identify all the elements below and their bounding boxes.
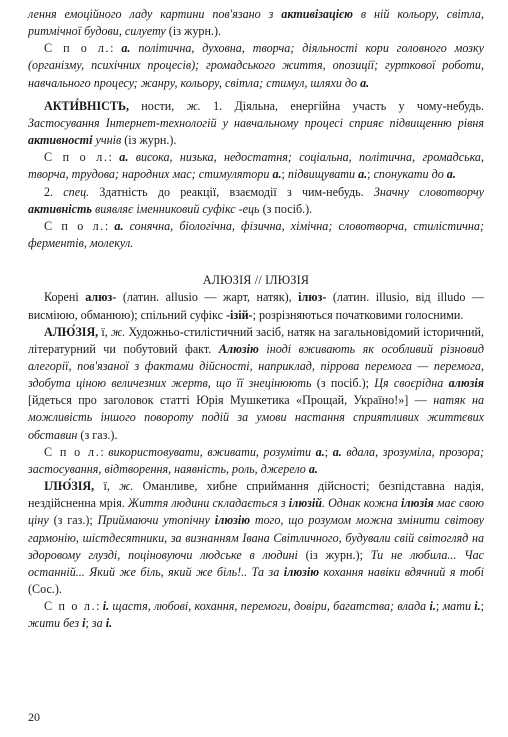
- entry-continuation-text: лення емоційного ладу картини пов'язано з активізацією в ній кольору, світла, ритмічної будови, силуету (із журн.).: [28, 7, 484, 39]
- dictionary-page: [28, 6, 484, 632]
- collocations-iliuziia: С п о л.: і. щастя, любові, кохання, перемоги, довіри, багатства; влада і.; мати і.; жити без і; за і.: [28, 599, 485, 631]
- collocations-aktyvnist-2: С п о л.: а. сонячна, біологічна, фізична, хімічна; словотворча, стилістична; ферментів, молекул.: [28, 218, 485, 251]
- entry-iliuziia: ІЛЮ́ЗІЯ, ї, ж. Оманливе, хибне сприймання дійсності; безпідставна надія, нездійсненна мрія. Життя людини складається з ілюзій. Однак кожна ілюзія має свою ціну (з газ.); Приймаючи утопічну ілюзію того, що розумом можна змінити світову гармонію, шістдесятники, за визнанням Івана Світличного, будували свій світогляд на здоровому глузді, поціновуючи людське в людині (із журн.); Ти не любила... Час останній... Який же біль, який же біль!.. Та за ілюзію кохання навіки вдячний я тобі (Сос.).: [28, 479, 485, 596]
- collocations-aktyvizatsiia: С п о л.: а. політична, духовна, творча; діяльності кори головного мозку (організму, психічних процесів); громадського життя, опозиції; гурткової роботи, навчального процесу; жанру, кольору, світла; стимул, шляхи до а.: [28, 41, 484, 90]
- etymology-note: Корені алюз- (латин. allusio — жарт, натяк), ілюз- (латин. illusio, від illudo — висміюю, обманюю); спільний суфікс -ізій-; розрізняються початковими голосними.: [28, 290, 484, 322]
- entry-aliuziia: АЛЮ́ЗІЯ, ї, ж. Художньо-стилістичний засіб, натяк на загальновідомий історичний, літературний чи побутовий факт. Алюзію іноді вживають як особливий різновид алегорії, пов'язаної з фактами дійсності, наприклад, піррова перемога — перемога, здобута ціною величезних жертв, що її знецінюють (з посіб.); Ця своєрідна алюзія [йдеться про заголовок статті Юрія Мушкетика «Прощай, Україно!»] — натяк на можливість іншого повороту подій за умови настання сприятливих життєвих обставин (з газ.).: [28, 324, 485, 442]
- section-heading-aliuziia-iliuziia: АЛЮЗІЯ // ІЛЮЗІЯ: [202, 273, 310, 288]
- collocations-aktyvnist-1: С п о л.: а. висока, низька, недостатня; соціальна, політична, громадська, творча, трудова; народних мас; стимулятори а.; підвищувати а.; спонукати до а.: [28, 150, 484, 182]
- page-number: 20: [28, 710, 40, 724]
- entry-aktyvnist: АКТИ́ВНІСТЬ, ности, ж. 1. Діяльна, енергійна участь у чому-небудь. Застосування Інтернет-технологій у навчальному процесі сприяє підвищенню рівня активності учнів (із журн.).: [28, 98, 484, 148]
- entry-aktyvnist-sense-2: 2. спец. Здатність до реакції, взаємодії з чим-небудь. Значну словотворчу активність виявляє іменниковий суфікс -ець (з посіб.).: [28, 184, 485, 216]
- collocations-aliuziia: С п о л.: використовувати, вживати, розуміти а.; а. вдала, зрозуміла, прозора; застосування, відтворення, наявність, роль, джерело а.: [28, 444, 484, 476]
